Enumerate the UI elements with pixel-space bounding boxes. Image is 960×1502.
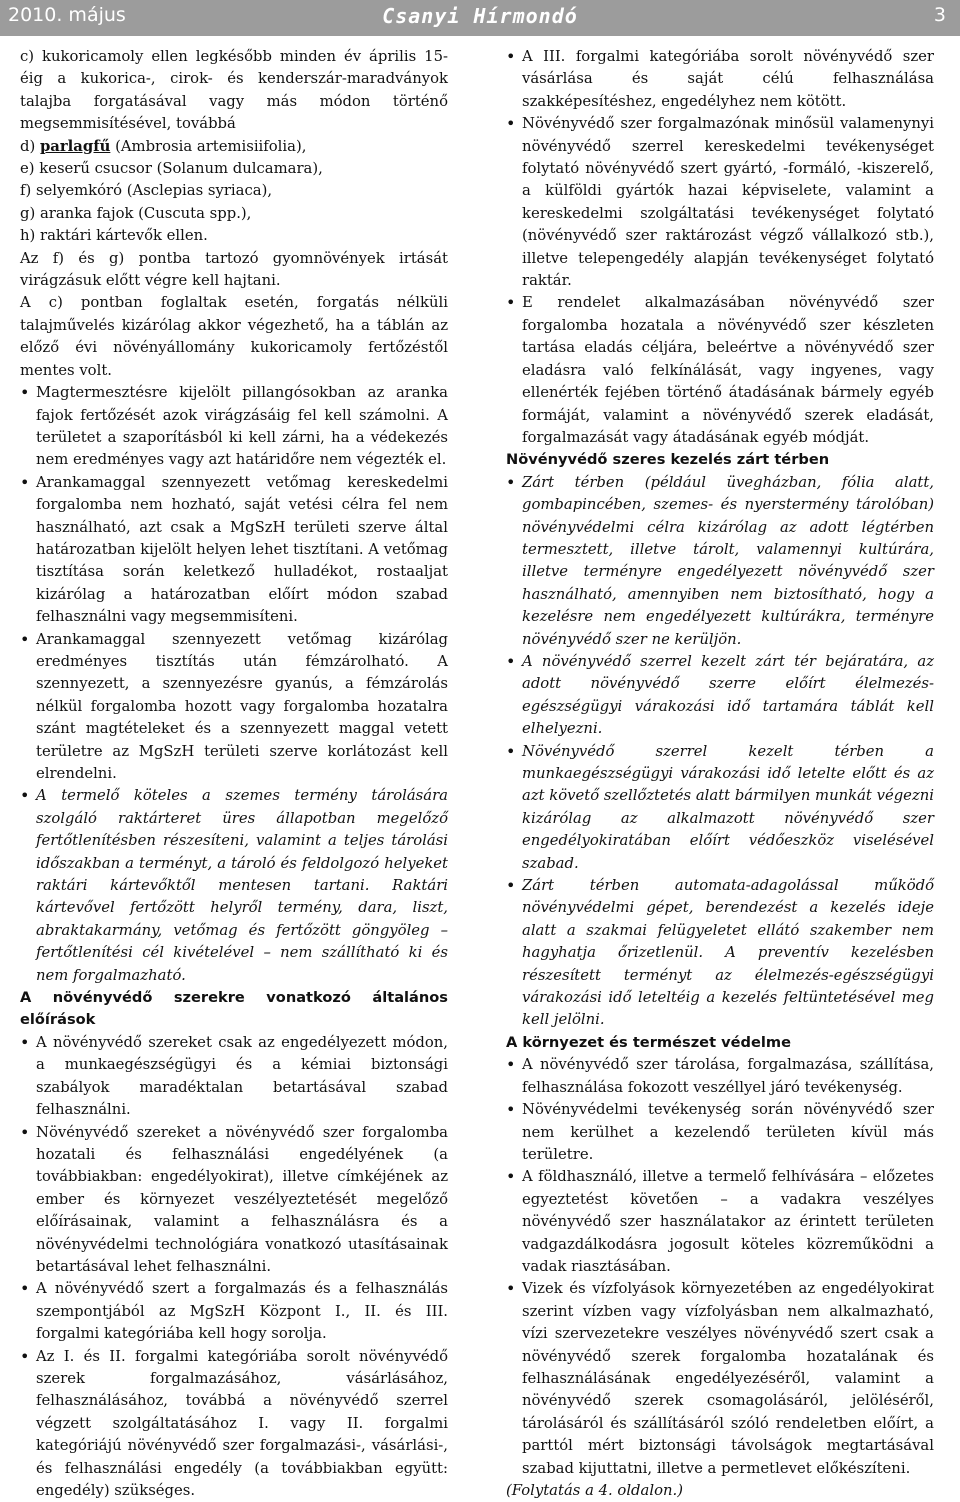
continuation-note: (Folytatás a 4. oldalon.) <box>506 1482 683 1499</box>
list-item: • A földhasználó, illetve a termelő felhívására – előzetes egyeztetést követően – a vadakra veszélyes növényvédő szer használatakor az érintett területen vadgazdálkodásra jogosult köteles közreműködni a vadak riasztásában. <box>506 1166 934 1278</box>
paragraph: Az f) és g) pontba tartozó gyomnövények irtását virágzásuk előtt végre kell hajtani. <box>20 249 448 290</box>
list-item: • A növényvédő szerrel kezelt zárt tér bejáratára, az adott növényvédő szerre előírt élelmezés-egészségügyi várakozási idő tartamára táblát kell elhelyezni. <box>506 651 934 741</box>
section-heading: A környezet és természet védelme <box>506 1033 791 1051</box>
page-header <box>0 0 960 36</box>
list-item: • A növényvédő szert a forgalmazás és a felhasználás szempontjából az MgSzH Központ I., II. és III. forgalmi kategóriába kell hogy sorolja. <box>20 1278 448 1345</box>
page-number: 3 <box>933 4 946 26</box>
list-item-h: h) raktári kártevők ellen. <box>20 227 208 245</box>
list-item: • A növényvédő szereket csak az engedélyezett módon, a munkaegészségügyi és a kémiai biztonsági szabályok maradéktalan betartásával szabad felhasználni. <box>20 1032 448 1122</box>
list-item: • E rendelet alkalmazásában növényvédő szer forgalomba hozatala a növényvédő szer készleten tartása eladás céljára, beleértve a növényvédő szer eladásra való felkínálását, vagy ingyenes, vagy ellenérték fejében történő átadásának bármely egyéb formáját, valamint a növényvédő szerek eladását, forgalmazását vagy átadásának egyéb módját. <box>506 292 934 449</box>
list-item: • Vizek és vízfolyások környezetében az engedélyokirat szerint vízben vagy vízfolyásban nem alkalmazható, vízi szervezetekre veszélyes növényvédő szert csak a növényvédő szerek forgalomba hozatalának és felhasználásának engedélyezéséről, valamint a növényvédő szerek csomagolásáról, jelöléséről, tárolásáról és szállításáról szóló rendeletben előírt, a parttól mért biztonsági távolságok megtartásával szabad kijuttatni, illetve a permetlevet előkészíteni. <box>506 1278 934 1480</box>
list-item: • Növényvédő szer forgalmazónak minősül valamenynyi növényvédő szerrel kereskedelmi tevékenységet folytató növényvédő szert gyártó, -formáló, -kiszerelő, a külföldi gyártók hazai képviselete, valamint a kereskedelmi szolgáltatási tevékenységet folytató (növényvédő szer raktározást végző vállalkozó stb.), illetve telepengedély alapján tevékenységet folytató raktár. <box>506 113 934 292</box>
section-heading: A növényvédő szerekre vonatkozó általános előírások <box>20 989 448 1029</box>
right-column <box>506 46 934 1502</box>
list-item: • Az I. és II. forgalmi kategóriába sorolt növényvédő szerek forgalmazásához, vásárlásához, felhasználásához, továbbá a növényvédő szerrel végzett szolgáltatásához I. vagy II. forgalmi kategóriájú növényvédő szer forgalmazási-, vásárlási-, és felhasználási engedély (a továbbiakban együtt: engedély) szükséges. <box>20 1346 448 1502</box>
list-item: • Arankamaggal szennyezett vetőmag kizárólag eredményes tisztítás után fémzárolható. A szennyezett, a szennyezésre gyanús, a fémzárolás nélkül forgalomba hozott vagy forgalomba hozatalra szánt magtételeket és a szennyezett maggal vetett területre az MgSzH területi szerve korlátozást kell elrendelni. <box>20 629 448 786</box>
list-item-f: f) selyemkóró (Asclepias syriaca), <box>20 182 273 200</box>
list-item: • Zárt térben automata-adagolással működő növényvédelmi gépet, berendezést a kezelés ideje alatt a szakmai felügyeletet ellátó szakember nem hagyhatja őrizetlenül. A preventív kezelésben részesített terményt az élelmezés-egészségügyi várakozási idő leteltéig a kezelés feltüntetésével meg kell jelölni. <box>506 875 934 1032</box>
list-item: • A növényvédő szer tárolása, forgalmazása, szállítása, felhasználása fokozott veszéllyel járó tevékenység. <box>506 1054 934 1099</box>
list-item: • Zárt térben (például üvegházban, fólia alatt, gombapincében, szemes- és nyerstermény tárolóban) növényvédelmi célra kizárólag az adott légtérben termesztett, illetve tárolt, valamennyi kultúrára, illetve terményre engedélyezett növényvédő szer használható, amennyiben nem biztosítható, hogy a kezelésre nem engedélyezett kultúrákra, terményre növényvédő szer ne kerüljön. <box>506 472 934 651</box>
list-item: • Magtermesztésre kijelölt pillangósokban az aranka fajok fertőzését azok virágzásáig fel kell számolni. A területet a szaporításból ki kell zárni, ha a védekezés nem eredményes vagy azt határidőre nem végezték el. <box>20 382 448 472</box>
left-column <box>20 46 448 1502</box>
list-item: • Növényvédő szerrel kezelt térben a munkaegészségügyi várakozási idő letelte előtt és az azt követő szellőztetés alatt bármilyen munkát végezni kizárólag az alkalmazott növényvédő szer engedélyokiratában előírt védőeszköz viselésével szabad. <box>506 741 934 875</box>
bullet-list <box>506 1054 934 1480</box>
list-item: • Növényvédő szereket a növényvédő szer forgalomba hozatali és felhasználási engedélyének (a továbbiakban: engedélyokirat), illetve címkéjének az ember és környezet veszélyeztetését megelőző előírásainak, valamint a felhasználásra és a növényvédelmi technológiára vonatkozó utasításainak betartásával lehet felhasználni. <box>20 1122 448 1279</box>
list-item-g: g) aranka fajok (Cuscuta spp.), <box>20 204 252 222</box>
bullet-list <box>20 1032 448 1502</box>
list-item: • Arankamaggal szennyezett vetőmag kereskedelmi forgalomba nem hozható, saját vetési célra fel nem használható, azt csak a MgSzH területi szerve által határozatban kijelölt helyen lehet tisztítani. A vetőmag tisztítása során keletkező hulladékot, rostaaljat kizárólag a határozatban előírt módon szabad felhasználni vagy megsemmisíteni. <box>20 472 448 629</box>
paragraph: A c) pontban foglaltak esetén, forgatás nélküli talajművelés kizárólag akkor végezhető, ha a táblán az előző évi növényállomány kukoricamoly fertőzéstől mentes volt. <box>20 294 448 379</box>
bullet-list <box>506 472 934 1032</box>
list-item-c: c) kukoricamoly ellen legkésőbb minden év április 15-éig a kukorica-, cirok- és kenderszár-maradványok talajba forgatásával vagy más módon történő megsemmisítésével, továbbá <box>20 48 448 133</box>
list-item-d: d) parlagfű (Ambrosia artemisiifolia), <box>20 137 307 155</box>
bullet-list <box>506 46 934 449</box>
list-item: • A termelő köteles a szemes termény tárolására szolgáló raktárteret üres állapotban megelőző fertőtlenítésben részesíteni, valamint a teljes tárolási időszakban a terményt, a tároló és feldolgozó helyeket raktári kártevőktől mentesen tartani. Raktári kártevővel fertőzött helyről termény, dara, liszt, abraktakarmány, vetőmag és fertőzött göngyöleg – fertőtlenítési cél kivételével – nem szállítható ki és nem forgalmazható. <box>20 785 448 987</box>
bullet-list <box>20 382 448 987</box>
section-heading: Növényvédő szeres kezelés zárt térben <box>506 451 830 469</box>
list-item: • A III. forgalmi kategóriába sorolt növényvédő szer vásárlása és saját célú felhasználása szakképesítéshez, engedélyhez nem kötött. <box>506 46 934 113</box>
list-item: • Növényvédelmi tevékenység során növényvédő szer nem kerülhet a kezelendő területen kívül más területre. <box>506 1099 934 1166</box>
newspaper-title: Csanyi Hírmondó <box>382 4 578 28</box>
issue-date: 2010. május <box>8 4 126 26</box>
ragweed-term: parlagfű <box>39 137 111 155</box>
list-item-e: e) keserű csucsor (Solanum dulcamara), <box>20 160 323 178</box>
